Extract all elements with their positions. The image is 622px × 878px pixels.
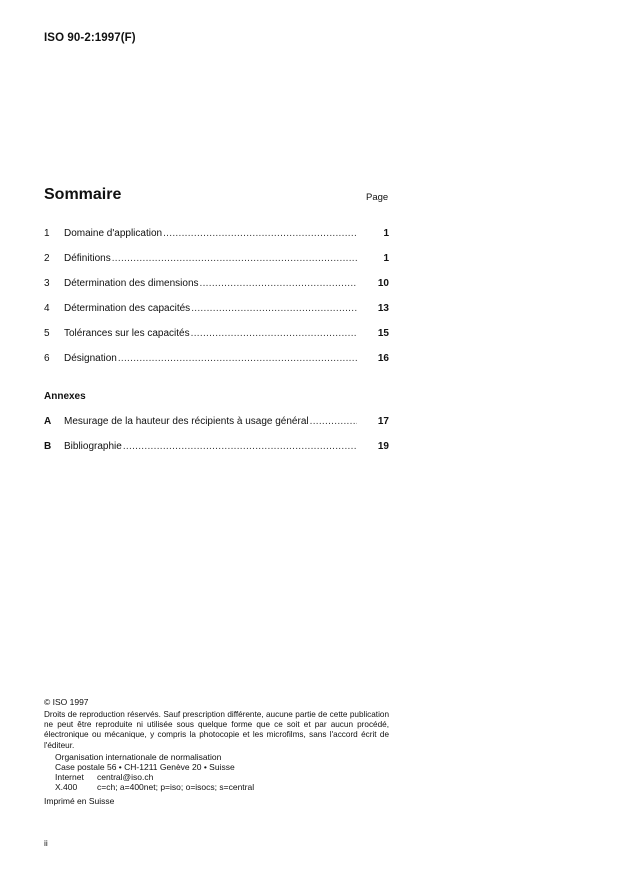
toc-entry-page: 1 — [383, 228, 389, 239]
toc-annex-page: 19 — [377, 441, 389, 452]
postal-address: Case postale 56 • CH-1211 Genève 20 • Suisse — [55, 762, 235, 772]
toc-dot-leader — [310, 416, 357, 427]
internet-contact — [55, 772, 254, 782]
toc-entry[interactable] — [44, 278, 389, 292]
toc-entry-title: Tolérances sur les capacités — [64, 328, 190, 339]
toc-dot-leader — [163, 228, 357, 239]
toc-annex-letter: B — [44, 441, 52, 452]
internet-address[interactable]: central@iso.ch — [97, 772, 154, 782]
toc-entry[interactable] — [44, 303, 389, 317]
toc-annex-letter: A — [44, 416, 52, 427]
x400-address: c=ch; a=400net; p=iso; o=isocs; s=central — [97, 782, 255, 792]
toc-entry[interactable] — [44, 253, 389, 267]
toc-entry-title: Désignation — [64, 353, 117, 364]
toc-entry-title: Définitions — [64, 253, 111, 264]
toc-entry-page: 16 — [377, 353, 389, 364]
toc-entry[interactable] — [44, 328, 389, 342]
toc-page-label: Page — [366, 192, 389, 203]
page-number: ii — [44, 838, 48, 848]
x400-label: X.400 — [55, 782, 78, 792]
toc-annex-entry[interactable] — [44, 441, 389, 455]
x400-contact — [55, 782, 254, 792]
rights-statement: Droits de reproduction réservés. Sauf prescription différente, aucune partie de cette publication ne peut être reproduite ni utilisée sous quelque forme que ce soit et par aucun procédé, électronique ou mécanique, y compris la photocopie et les microfilms, sans l'accord écrit de l'éditeur. — [44, 710, 389, 750]
toc-entry-title: Domaine d'application — [64, 228, 163, 239]
toc-dot-leader — [112, 253, 357, 264]
toc-entry-number: 3 — [44, 278, 50, 289]
annexes-heading: Annexes — [44, 391, 86, 402]
internet-label: Internet — [55, 772, 84, 782]
organization-name: Organisation internationale de normalisation — [55, 752, 222, 762]
document-header: ISO 90-2:1997(F) — [44, 32, 136, 44]
organization-contact — [55, 752, 254, 792]
toc-dot-leader — [191, 303, 357, 314]
toc-entry[interactable] — [44, 353, 389, 367]
toc-annex-title: Bibliographie — [64, 441, 122, 452]
toc-entry-page: 13 — [377, 303, 389, 314]
toc-entry-page: 10 — [377, 278, 389, 289]
toc-entry-number: 6 — [44, 353, 50, 364]
toc-entry-number: 5 — [44, 328, 50, 339]
printed-in: Imprimé en Suisse — [44, 796, 115, 806]
copyright-notice: © ISO 1997 — [44, 697, 89, 707]
toc-entry-title: Détermination des capacités — [64, 303, 191, 314]
toc-entry-number: 4 — [44, 303, 50, 314]
toc-annex-entry[interactable] — [44, 416, 389, 430]
toc-dot-leader — [123, 441, 357, 452]
toc-entry-page: 15 — [377, 328, 389, 339]
toc-annex-page: 17 — [377, 416, 389, 427]
toc-dot-leader — [191, 328, 357, 339]
toc-annex-title: Mesurage de la hauteur des récipients à usage général — [64, 416, 309, 427]
toc-entry-page: 1 — [383, 253, 389, 264]
toc-entry-title: Détermination des dimensions — [64, 278, 199, 289]
toc-dot-leader — [118, 353, 357, 364]
toc-title: Sommaire — [44, 186, 122, 203]
toc-entry-number: 1 — [44, 228, 50, 239]
toc-dot-leader — [200, 278, 357, 289]
toc-entry[interactable] — [44, 228, 389, 242]
toc-entry-number: 2 — [44, 253, 50, 264]
